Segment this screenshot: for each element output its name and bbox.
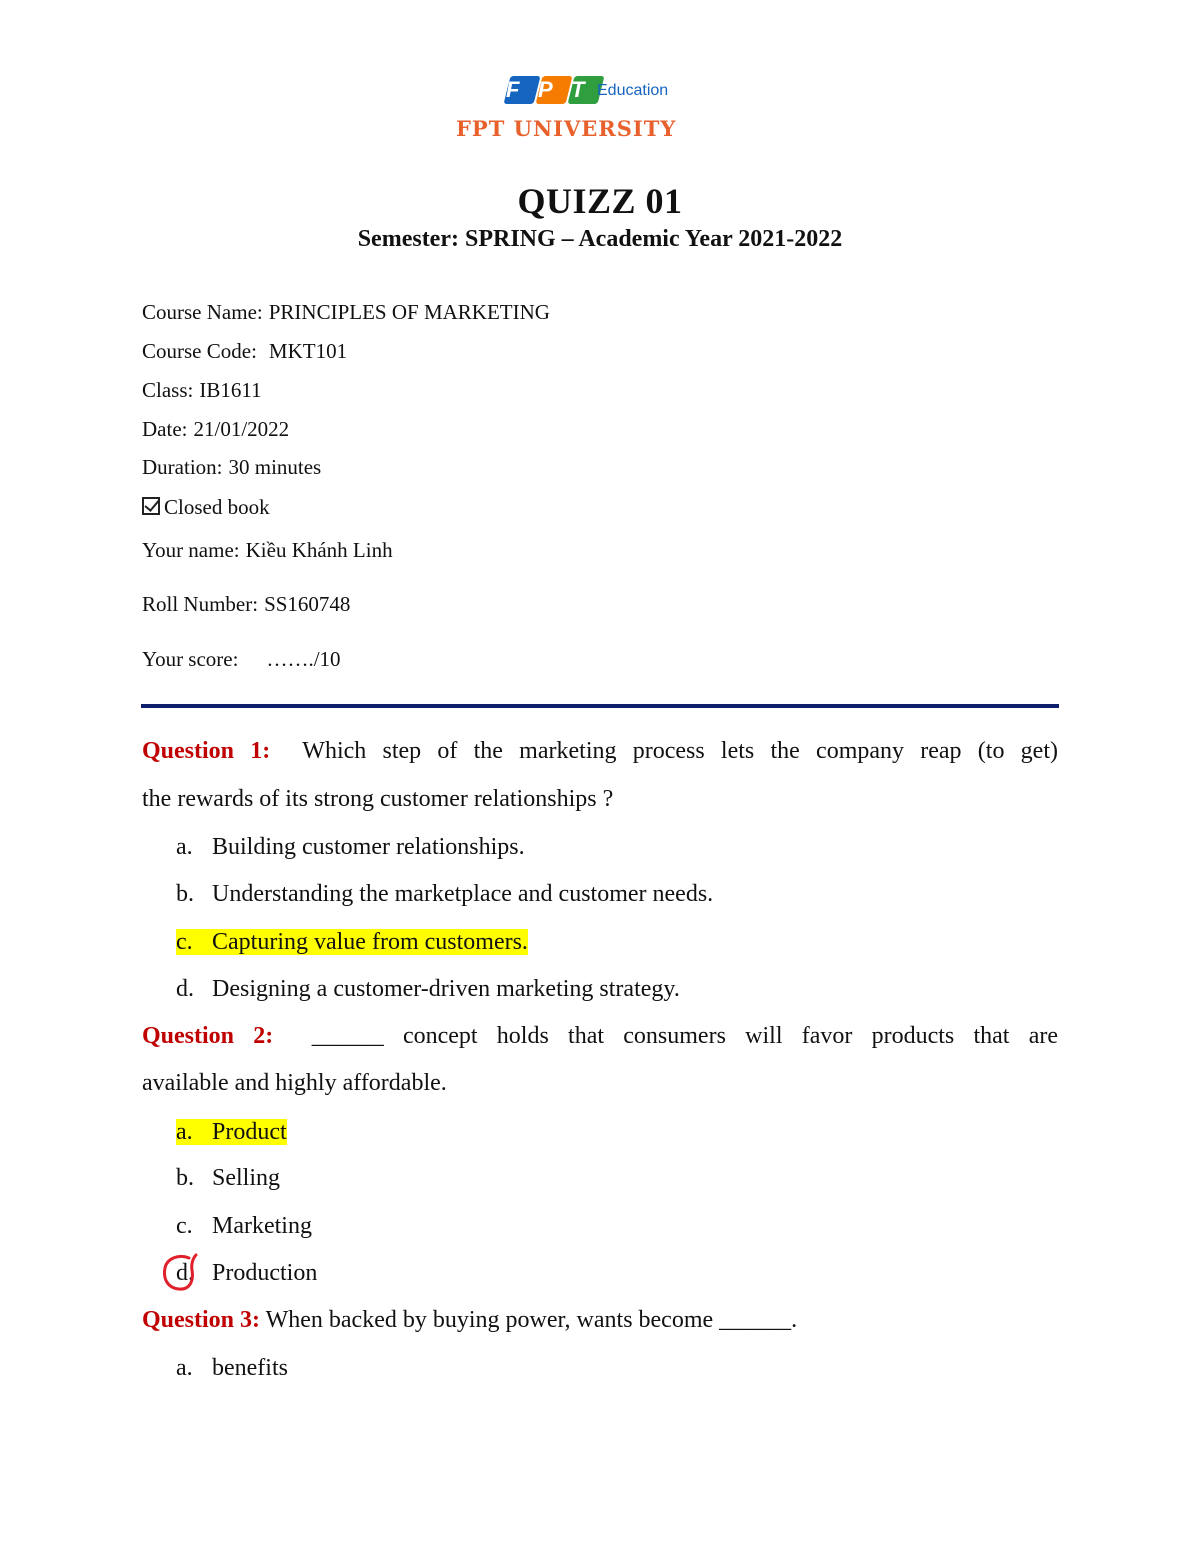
option-text: Understanding the marketplace and customer needs.: [212, 881, 714, 907]
fpt-logo-graphic: [440, 62, 730, 158]
roll-number-row: [142, 590, 350, 618]
logo-letter-f: F: [506, 77, 520, 102]
page-title: QUIZZ 01: [517, 181, 683, 221]
name-label: Your name:: [142, 538, 240, 562]
answer-highlight: [176, 1119, 287, 1145]
score-label: Your score:: [142, 647, 239, 671]
handwritten-circle-mark: [161, 1252, 199, 1292]
closed-book-row: [142, 493, 270, 521]
checked-box-icon: [142, 497, 160, 515]
class-value: IB1611: [199, 378, 262, 402]
question-2-option-b: [176, 1162, 280, 1194]
duration-label: Duration:: [142, 455, 223, 479]
question-1-line-1: [142, 736, 1058, 766]
question-1-option-b: [176, 878, 713, 910]
course-code-value: MKT101: [268, 339, 348, 363]
option-text: Selling: [212, 1165, 281, 1191]
class-row: [142, 376, 262, 404]
option-text: Marketing: [212, 1213, 312, 1239]
date-row: [142, 415, 289, 443]
name-value: Kiều Khánh Linh: [245, 538, 393, 562]
question-1-option-c: [176, 926, 528, 958]
date-label: Date:: [142, 417, 188, 441]
question-1-text-line-2: the rewards of its strong customer relationships ?: [142, 786, 614, 812]
course-name-value: PRINCIPLES OF MARKETING: [268, 300, 550, 324]
question-3-option-a: [176, 1352, 288, 1384]
course-code-row: [142, 337, 347, 365]
question-2-text-line-1: ______ concept holds that consumers will favor products that are: [311, 1023, 1058, 1049]
question-3-label: Question 3:: [142, 1307, 261, 1333]
question-2-option-a: [176, 1116, 287, 1148]
answer-highlight: [176, 929, 528, 955]
question-1-label: Question 1:: [142, 738, 271, 764]
question-2-text-line-2: available and highly affordable.: [142, 1070, 447, 1096]
page-subtitle: Semester: SPRING – Academic Year 2021-2022: [357, 226, 843, 252]
option-letter: a.: [176, 834, 193, 860]
option-text: Designing a customer-driven marketing strategy.: [212, 976, 680, 1002]
option-letter: d.: [176, 976, 194, 1002]
option-letter: a.: [176, 1355, 193, 1381]
question-3-line-1: [142, 1305, 1058, 1335]
roll-number-label: Roll Number:: [142, 592, 259, 616]
question-2-option-c: [176, 1210, 312, 1242]
header-divider: [141, 704, 1059, 708]
class-label: Class:: [142, 378, 194, 402]
option-letter: d.: [176, 1260, 194, 1286]
option-letter: b.: [176, 1165, 194, 1191]
option-text: Product: [212, 1119, 287, 1145]
score-value: ……./10: [266, 647, 341, 671]
question-1-option-a: [176, 831, 525, 863]
duration-value: 30 minutes: [228, 455, 322, 479]
course-name-label: Course Name:: [142, 300, 263, 324]
logo-letter-t: T: [571, 77, 585, 102]
option-text: Production: [212, 1260, 318, 1286]
fpt-university-logo: [440, 62, 730, 158]
logo-letter-p: P: [538, 77, 553, 102]
option-text: benefits: [212, 1355, 288, 1381]
question-2-label: Question 2:: [142, 1023, 274, 1049]
duration-row: [142, 453, 321, 481]
option-letter: a.: [176, 1119, 193, 1145]
closed-book-label: Closed book: [164, 495, 270, 519]
question-1-text-line-1: Which step of the marketing process lets the company reap (to get): [302, 738, 1058, 764]
option-letter: b.: [176, 881, 194, 907]
question-2-line-1: [142, 1021, 1058, 1051]
question-3-text-line-1: When backed by buying power, wants become ______.: [265, 1307, 798, 1333]
course-code-label: Course Code:: [142, 339, 257, 363]
logo-education-text: Education: [597, 82, 669, 99]
option-letter: c.: [176, 929, 193, 955]
option-text: Building customer relationships.: [212, 834, 525, 860]
date-value: 21/01/2022: [193, 417, 290, 441]
roll-number-value: SS160748: [264, 592, 351, 616]
question-1-option-d: [176, 973, 680, 1005]
course-name-row: [142, 298, 550, 326]
option-letter: c.: [176, 1213, 193, 1239]
name-row: [142, 536, 393, 564]
score-row: [142, 645, 341, 673]
logo-university-text: FPT UNIVERSITY: [456, 116, 677, 141]
option-text: Capturing value from customers.: [212, 929, 528, 955]
